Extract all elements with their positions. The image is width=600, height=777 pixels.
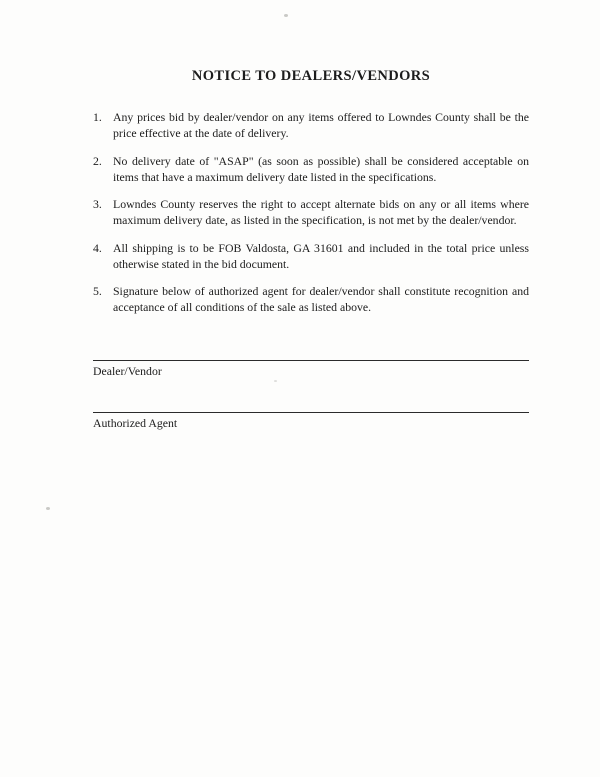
list-item <box>93 240 529 273</box>
item-number: 1. <box>93 110 102 124</box>
list-item <box>93 109 529 142</box>
document-content <box>93 0 529 431</box>
item-text: All shipping is to be FOB Valdosta, GA 31601 and included in the total price unless otherwise stated in the bid document. <box>113 240 529 271</box>
item-number: 5. <box>93 284 102 299</box>
notice-list <box>93 109 529 316</box>
signature-block-authorized-agent <box>93 412 529 431</box>
signature-line <box>93 360 529 361</box>
signature-line <box>93 412 529 413</box>
document-title: NOTICE TO DEALERS/VENDORS <box>191 68 431 84</box>
item-text: Lowndes County reserves the right to accept alternate bids on any or all items where maximum delivery date, as listed in the specification, is not met by the dealer/vendor. <box>113 197 529 228</box>
scan-artifact <box>46 507 50 510</box>
signature-label: Dealer/Vendor <box>93 363 162 378</box>
signature-block-dealer-vendor <box>93 360 529 379</box>
list-item <box>93 283 529 316</box>
item-number: 3. <box>93 197 102 212</box>
item-text: Any prices bid by dealer/vendor on any items offered to Lowndes County shall be the price effective at the date of delivery. <box>113 110 529 141</box>
item-number: 4. <box>93 240 102 255</box>
signature-label: Authorized Agent <box>93 415 178 430</box>
item-text: No delivery date of "ASAP" (as soon as possible) shall be considered acceptable on items that have a maximum delivery date listed in the specifications. <box>113 153 529 184</box>
list-item <box>93 196 529 229</box>
list-item <box>93 153 529 186</box>
item-number: 2. <box>93 153 102 168</box>
item-text: Signature below of authorized agent for dealer/vendor shall constitute recognition and acceptance of all conditions of the sale as listed above. <box>113 284 529 315</box>
